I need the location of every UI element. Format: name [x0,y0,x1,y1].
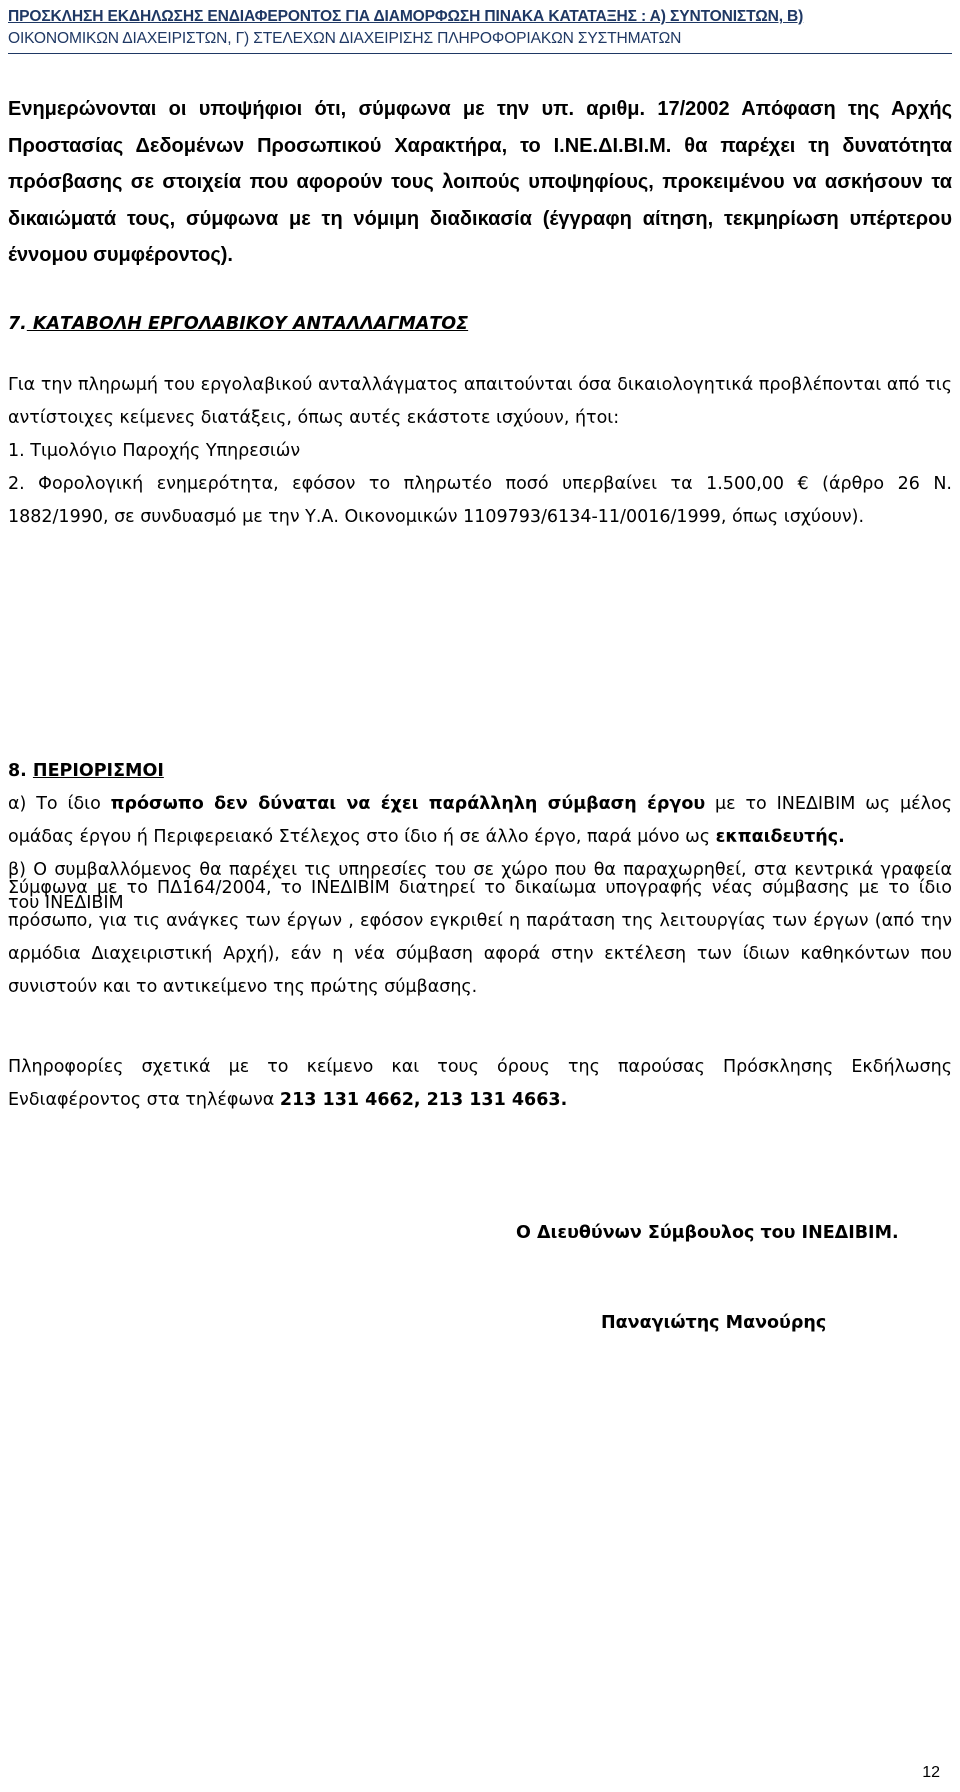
item-a-middle: με το ΙΝΕΔΙΒΙΜ ως μέλος ομάδας έργου ή Περιφερειακό Στέλεχος στο ίδιο ή σε άλλο έργο, παρά μόνο ως [8,794,958,847]
section-7-heading [8,308,952,341]
header-title-line-2: ΟΙΚΟΝΟΜΙΚΩΝ ΔΙΑΧΕΙΡΙΣΤΩΝ, Γ) ΣΤΕΛΕΧΩΝ ΔΙΑΧΕΙΡΙΣΗΣ ΠΛΗΡΟΦΟΡΙΑΚΩΝ ΣΥΣΤΗΜΑΤΩΝ [8,30,682,47]
contact-paragraph [8,1051,958,1117]
signatory-role: Ο Διευθύνων Σύμβουλος του ΙΝΕΔΙΒΙΜ. [516,1223,899,1243]
section-7-item-1: 1. Τιμολόγιο Παροχής Υπηρεσιών [8,441,301,461]
section-8-item-a [8,788,958,854]
section-7-number: 7. [8,314,27,334]
section-8-title: ΠΕΡΙΟΡΙΣΜΟΙ [32,761,164,781]
renewal-paragraph: Σύμφωνα με το ΠΔ164/2004, το ΙΝΕΔΙΒΙΜ διατηρεί το δικαίωμα υπογραφής νέας σύμβασης με το ίδιο πρόσωπο, για τις ανάγκες των έργων , εφόσον εγκριθεί η παράταση της λειτουργίας των έργων (από την αρμόδια Διαχειριστική Αρχή), εάν η νέα σύμβαση αφορά στην εκτέλεση των ίδιων καθηκόντων που συνιστούν και το αντικείμενο της πρώτης σύμβασης. [8,878,952,997]
spacer [8,341,952,369]
item-a-bold-end: εκπαιδευτής. [715,827,845,847]
contact-phones: 213 131 4662, 213 131 4663. [279,1090,568,1110]
section-7-paragraph: Για την πληρωμή του εργολαβικού ανταλλάγματος απαιτούνται όσα δικαιολογητικά προβλέπονται από τις αντίστοιχες κείμενες διατάξεις, όπως αυτές εκάστοτε ισχύουν, ήτοι: [8,375,952,428]
section-7 [8,308,952,534]
header-title-line-1: ΠΡΟΣΚΛΗΣΗ ΕΚΔΗΛΩΣΗΣ ΕΝΔΙΑΦΕΡΟΝΤΟΣ ΓΙΑ ΔΙΑΜΟΡΦΩΣΗ ΠΙΝΑΚΑ ΚΑΤΑΤΑΞΗΣ : Α) ΣΥΝΤΟΝΙΣΤΩΝ, Β) [8,8,804,25]
section-7-item-2: 2. Φορολογική ενημερότητα, εφόσον το πληρωτέο ποσό υπερβαίνει τα 1.500,00 € (άρθρο 26 Ν. 1882/1990, σε συνδυασμό με την Υ.Α. Οικονομικών 1109793/6134-11/0016/1999, όπως ισχύουν). [8,474,952,527]
section-7-title: ΚΑΤΑΒΟΛΗ ΕΡΓΟΛΑΒΙΚΟΥ ΑΝΤΑΛΛΑΓΜΑΤΟΣ [26,314,469,334]
intro-section [8,91,952,274]
renewal-section [8,872,952,1004]
signatory-name: Παναγιώτης Μανούρης [601,1313,827,1333]
section-8-item-b: β) Ο συμβαλλόμενος θα παρέχει τις υπηρεσίες του σε χώρο που θα παραχωρηθεί, στα κεντρικά γραφεία του ΙΝΕΔΙΒΙΜ [8,860,952,913]
item-a-bold-clause: πρόσωπο δεν δύναται να έχει παράλληλη σύμβαση έργου [110,794,706,814]
contact-text: Πληροφορίες σχετικά με το κείμενο και τους όρους της παρούσας Πρόσκλησης Εκδήλωσης Ενδιαφέροντος στα τηλέφωνα [8,1057,958,1110]
section-8-heading [8,755,952,788]
section-8-number: 8. [8,761,27,781]
intro-paragraph: Ενημερώνονται οι υποψήφιοι ότι, σύμφωνα με την υπ. αριθμ. 17/2002 Απόφαση της Αρχής Προστασίας Δεδομένων Προσωπικού Χαρακτήρα, το Ι.ΝΕ.ΔΙ.ΒΙ.Μ. θα παρέχει τη δυνατότητα πρόσβασης σε στοιχεία που αφορούν τους λοιπούς υποψηφίους, προκειμένου να ασκήσουν τα δικαιώματά τους, σύμφωνα με τη νόμιμη διαδικασία (έγγραφη αίτηση, τεκμηρίωση υπέρτερου έννομου συμφέροντος). [8,98,952,266]
contact-section [8,1051,958,1117]
item-a-prefix: α) Το ίδιο [8,794,111,814]
header-divider [8,53,952,54]
page-header [8,6,952,50]
page-number: 12 [922,1764,940,1781]
